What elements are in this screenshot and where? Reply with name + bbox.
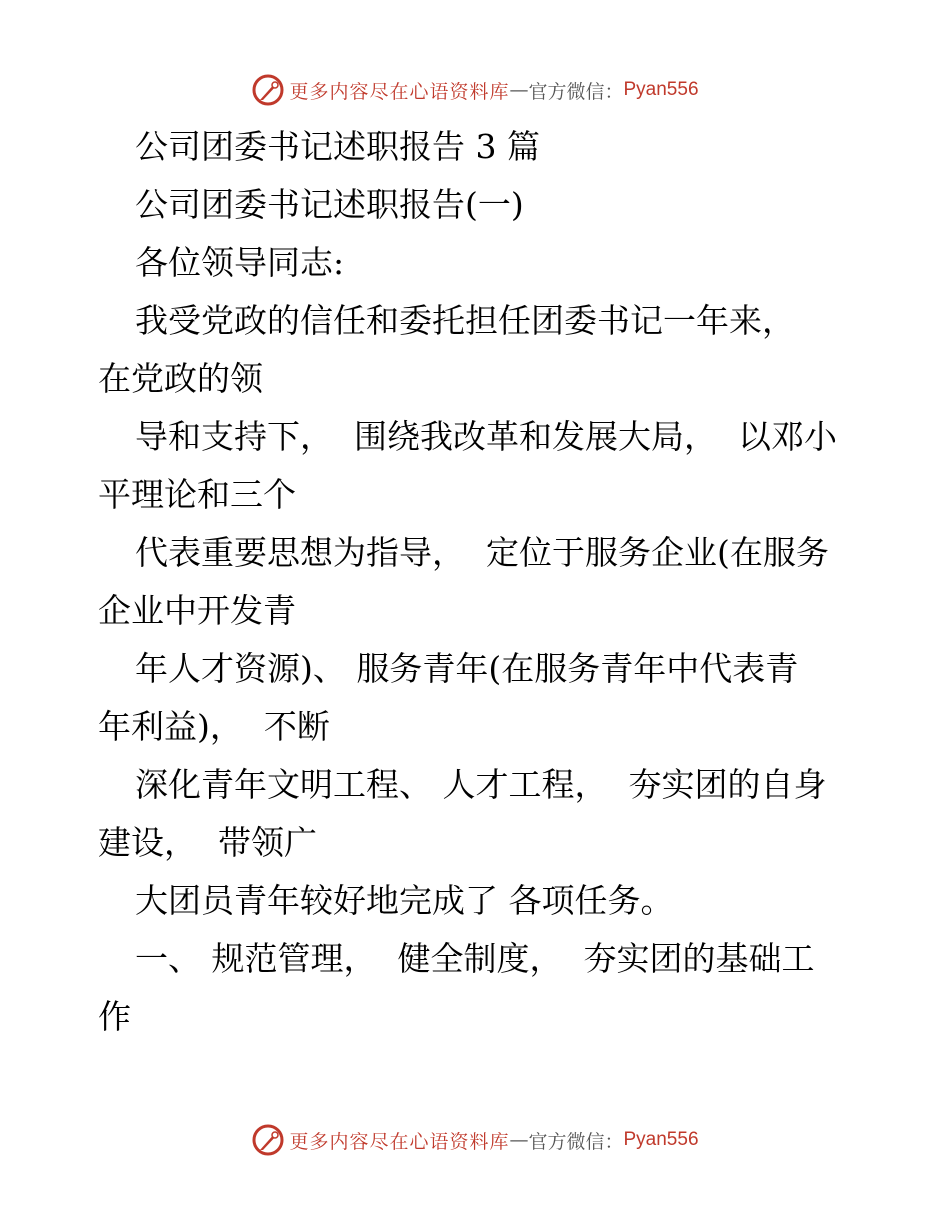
- text-line: 作: [98, 997, 131, 1036]
- document-body: [98, 118, 858, 1046]
- text-line: 建设， 带领广: [98, 823, 317, 862]
- footer-banner: [0, 1120, 950, 1160]
- text-line: 年人才资源)、 服务青年(在服务青年中代表青: [135, 649, 799, 688]
- quill-logo-icon: [251, 73, 285, 107]
- quill-logo-icon: [251, 1123, 285, 1157]
- header-brand-text: 更多内容尽在心语资料库: [289, 80, 510, 103]
- text-line: 一、 规范管理， 健全制度， 夯实团的基础工: [135, 939, 815, 978]
- footer-wechat-id: Pyan556: [623, 1129, 699, 1150]
- text-line: 大团员青年较好地完成了 各项任务。: [135, 881, 674, 920]
- header-wechat-id: Pyan556: [623, 79, 699, 100]
- text-line: 平理论和三个: [98, 475, 296, 514]
- text-line: 我受党政的信任和委托担任团委书记一年来，: [135, 301, 795, 340]
- text-line: 深化青年文明工程、 人才工程， 夯实团的自身: [135, 765, 827, 804]
- text-line: 各位领导同志:: [135, 243, 345, 282]
- text-line: 公司团委书记述职报告(一): [135, 185, 524, 224]
- footer-wechat-label: 官方微信：: [528, 1130, 624, 1153]
- text-line: 导和支持下， 围绕我改革和发展大局， 以邓小: [135, 417, 837, 456]
- text-line: 年利益)， 不断: [98, 707, 330, 746]
- footer-brand-text: 更多内容尽在心语资料库: [289, 1130, 510, 1153]
- header-wechat-label: 官方微信：: [528, 80, 624, 103]
- text-line: 企业中开发青: [98, 591, 296, 630]
- text-line: 在党政的领: [98, 359, 263, 398]
- text-line: 代表重要思想为指导， 定位于服务企业(在服务: [135, 533, 829, 572]
- text-line: 公司团委书记述职报告 3 篇: [135, 127, 540, 166]
- footer-separator: —: [509, 1129, 529, 1151]
- header-banner: [0, 70, 950, 110]
- header-separator: —: [509, 79, 529, 101]
